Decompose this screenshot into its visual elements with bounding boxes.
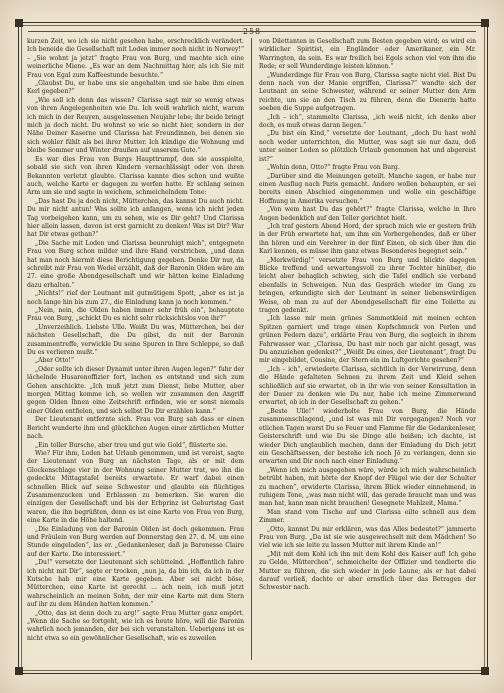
corner-ornament [15,19,23,27]
corner-ornament [15,667,23,675]
paragraph: von Dilettanten in Gesellschaft zum Besten gegeben wird; es wird ein wirklicher Spiritist, ein Engländer oder Amerikaner, ein Mr. Warrington, da sein. Es war freilich bei Egols schon viel von ihm die Rede; er soll Wunderdinge leisten können.“ [259,38,476,71]
paragraph: „Ich – ich“, erwiederte Clarissa, sichtlich in der Verwirrung, denn die Hände gefalteten Sehnen zu ihrem Zeit und Kleid sehen schließlich auf sie erwartet, ob in ihr wie von seiner Konsultation in der Dauer zu denken wie Du nur, habe ich meine Zimmerwand erwartet, ob ich in der Gesellschaft zu gehen.“ [259,365,476,407]
paragraph: „Ich traf gestern Abend Hord, der sprach mich wie er gestern früh in der Früh erwartete hat, um ihm ein Vorhergehendes, daß er über ihn hören und ein Verehrer in der fünf Einen, ob sich über ihm die Karl kennen, es müsse ihm ganz etwas Besonderes begegnet sein.“ [259,222,476,256]
paragraph: kurzen Zeit, wo ich sie nicht gesehen habe, erschrecklich verändert. Ich beneide die Gesellschaft mit Loden immer noch nicht in Norwey!“ – „Sie wohnt ja jetzt“ fragte Frau von Burg, und machte sich eine weinerliche Miene. „Es war an dem Nachmittag hier, als ich Sie mit Frau von Egal zum Kaffeestunde besuchte.“ [27,38,244,79]
corner-ornament [481,19,489,27]
paragraph: „Otto, das ist denn doch zu arg!“ sagte Frau Mutter ganz empört. „Wenn die Sache so fortgeht, wie ich es heute höre, will die Baronin wahrlich noch jemanden, der bei sich veranstalten. Ueberigens ist es nicht etwa so ein gewöhnlicher Gesellschaft, wie es zuweilen [27,609,244,642]
paragraph: „Wenn ich mich ausgegeben wäre, würde ich mich wahrscheinlich betrübt haben, mit hörte der Knopf der Flügel wie der der Schulter zu machen“, erwiderte Clarissa, ihrem Blick wieder einnehmend, in ruhigem Tone, „was man nicht will, das gerade braucht man und was man hat, kann man nicht brauchen! Gesegnete Mahlzeit, Mama.“ [259,466,476,508]
paragraph: „Wohin denn, Otto?“ fragte Frau von Burg. [267,164,400,172]
paragraph: „Beste Ulle!“ wiederholte Frau von Burg, die Hände zusammenschlagend, „und ist was mit Dir vorgegangen? Noch vor etlichen Tagen warst Du so Feuer und Flamme für die Gedankenleser, Geisterschrift und wie Du sie Dinge alle heißen; ich dachte, ist wieder Dich unglaublich machen, dann der Einladung du Dich jetzt ein Geschäftsessen, der bestehe ich noch Jö zu verlangen, denn sie erwarten und Dir noch nach einer Einladung.“ [259,407,476,466]
paragraph: „Aber Otto!“ [35,357,75,365]
paragraph: „Das hast Du ja doch nicht, Mütterchen, das kannst Du auch nicht. Du mir nicht antun! Was sollte ich anfangen, wenn ich nicht jeden Tag vorbeigehen kann, um zu sehen, wie es Dir geht? Und Clarissa hier allein lassen, davon ist erst garnicht zu denken! Was ist Dir? War hat Dir etwas gethan?“ [27,197,244,239]
paragraph: Wie? Für ihm, Loden hat Urlaub genommen, und ist vereist, sagte der Lieutenant von Burg an nächsten Tage, als er mit dem Glockenschlage vier in der Wohnung seiner Mutter trat, wo ihn die gedeckte Mittagstafel bereits erwartete. Er warf dabei einen schnellen Blick auf seine Schwester und glaubte ein flüchtiges Zusammenzucken und Erblassen zu bemerken. Sie waren die einzigen der Gesellschaft und bis der Erbprinz ist Geburtstag Gast waren, die ihn begrüßten, denn es ist eine Karte von Frau von Burg, eine Karte in die Höhe haltend. [27,449,244,525]
paragraph: „Du bist ein Kind,“ versetzte der Leutnant, „doch Du hast wohl noch weder unterrichten, die Mutter, was sagt sie nur dazu, doß unter seiner Loden so plötzlich Urlaub genommen hat und abgereist ist?“ [259,130,476,163]
paragraph: „Wunderdinge für Frau von Burg, Clarissa sagte nicht viel. Bist Du denn nach von der Manie ergriffen, Clarissa?“ wandte sich der Leutnant an seine Schwester, während er seiner Mutter den Arm reichte, um sie an den Tisch zu führen, denn die Dienerin hatte soeben die Suppe aufgetragen. [259,71,476,113]
paragraph: „Oder sollte ich dieser Dynamit unter ihren Augen legen?“ fuhr der lächelnde Husarenoffizier fort, lachen es entstand und sich zum Gehen anschickte. „Ich muß jetzt zum Dienst, liebe Mutter, aber morgen Mittag komme ich, so wollen wir zusammen den Angriff gegen Olden Ihnen eine Zeitschrift erfinden, wie er sonst niemals einer Olden entfielen, und sich selbst Du Dir erzählen kann.“ [27,365,244,415]
corner-ornament [481,667,489,675]
paragraph: Der Lieutenant entfernte sich. Frau von Burg sah dass er einen Bericht wunderte ihm und glücklichen Augen einer zärtlichen Mutter nach. [27,416,244,441]
paragraph: „Ich lasse mir mein grünes Sammetkleid mit meinen echten Spitzen garniert und trage einen Kopfschmuck von Perlen und grünen Federn dazu“, erklärte Frau von Burg, die sogleich in ihrem Fahrwasser war. „Clarissa, Du hast mir noch gar nicht gesagt, was Du anzuziehen gedenkst?“ „Weißt Du eines, der Lieutenant“, fragt Du mir eingebildet, Cousine, der Stern ein im Luftgerichte gesehen?“ [259,315,476,365]
paragraph: „Nichts!“ rief der Leutnant mit gutmütigem Spott, „aber es ist ja noch lange hin bis zum 27., die Einladung kann ja noch kommen.“ [27,290,244,306]
paragraph: Man stand vom Tische auf und Clarissa eilte schnell aus dem Zimmer. [259,508,476,525]
paragraph: „Ich – ich“, stammelte Clarissa, „ich weiß nicht, ich denke aber doch, es muß etwas daran liegen.“ [259,113,476,130]
paragraph: „Wie soll ich denn das wissen? Clarissa sagt mir so wenig etwas von ihren Angelegenheiten wie Du. Ich weiß wahrlich nicht, warum ich mich in der Reuyen, ausgelassenen Neujahr lebe; ihr beide bringt mich ja doch nicht. Du wohnst so wie so nicht hier, sondern in der Nähe Deiner Kaserne und Clarissa hat Freundinnen, bei denen sie sich wohler fühlt als bei ihrer Mutter. Ich kündige die Wohnung und bleibe Sommer und Winter draußen auf unserem Gute.“ [27,96,244,155]
paragraph: „Darüber sind die Meinungen geteilt. Manche sagen, er habe nur einen Ausflug nach Paris gemacht. Andere wollen behaupten, er sei bereits einen Abschied eingenommen und wolle ein geschäftige Hoffnung in Amerika versuchen.“ [259,172,476,205]
text-column-left [27,38,244,660]
paragraph: „Unverzeihlich. Liebste Ulle. Weißt Du was, Mütterchen, bei der nächsten Gesellschaft, die Du gibst, du mit der Baronin zusammentreffe, verwickle Du seine Spuren in Ihre Schleppe, so daß Du es verlieren mußt.“ [27,323,244,357]
paragraph: „Otto, kannst Du mir erklären, was das Alles bedeutet?“ jammerte Frau von Burg. „Da ist sie wie ausgewechselt mit dem Mädchen! So viel wie ich sie leite zu lassen Mutter mit ihrem Kinde an!“ [259,525,476,550]
paragraph: „Die Sache mit Loden und Clarissa beunruhigt mich“, entgegnete Frau von Burg schon milder und ihre Hand verstrichen, „und dann hat man noch hiermit diese Berichtigung gegeben. Denke Dir nur, da schreibt mir Frau von Wedel erzählt, daß der Baronin Olden wäre am 27. eine große Abendgesellschaft und wir hätten keine Einladung dazu erhalten.“ [27,239,244,289]
paragraph: „Nein, nein, die Olden haben immer sehr früh ein“, behauptete Frau von Burg, „schickt Du es nicht sehr rücksichtslos von ihr?“ [27,307,244,323]
paragraph: „Du!“ versetzte der Lieutenant sich schüttelnd. „Hoffentlich fahre ich nicht mit Dir“, sagte er trocken, „nun ja, da bin ich, da ich in der Kutsche hab mir eine Karte gegeben. Aber sei nicht böse, Mütterchen, eine Karte ist gerecht ... ach nein, ich muß jetzt wahrscheinlich an meinen Sohn, der mir eine Karte mit dem Stern auf ihr zu dem Händen hatten kommen.“ [27,559,244,609]
text-column-right [259,38,476,660]
paragraph: „Von wem hast Du das gehört?“ fragte Clarissa, welche in Ihre Augen bedenklich auf den Teller gerichtet hielt. [259,206,476,222]
paragraph: „Glaubst Du, er habe uns sie angehalten und sie habe ihm einen Kerl gegeben?“ [27,80,244,96]
paragraph: „Mit mit dem Kohl ich ihn mit dem Kohl des Kaiser auf! Ich gehe zu Gelde, Mütterchen“, schmeichelte der Offizier und tendierte die Mutter zu führen, die sich wieder in jede Laune; als er hat dabei darauf verließ, dachte er aber ernstlich über das Betragen der Schwester nach. [259,550,476,592]
paragraph: Es war dies Frau von Burgs Haupttrumpf, den sie ausspielte, sobald sie sich von ihren Kindern vernachlässigt oder von ihren Bekannten verletzt glaubte. Clarissa kannte dies schon und wußte auch, welche Karte er dagegen zu werfen hatte. Er schlang seinen Arm um sie und sagte in weichem, schmeichelndem Tone: [27,155,244,197]
paragraph: „Merkwürdig!“ versetzte Frau von Burg und blickte dagegen Blicke treffend und erwartungsvoll zu ihrer Tochter hinüber, die leicht aber behaglich schwieg, sich die Tafel endlich sie verband ebenfalls in Schweigen. Nun das Gespräch wieder im Gang zu bringen, erkundigte sich der Leutnant in seiner liebenswürdigen Weise, ob man zu auf der Abendgesellschaft für eine Toilette zu tragen gedenkt. [259,256,476,314]
paragraph: „Ein toller Bursche, aber treu und gut wie Gold“, flüsterte sie. [35,441,228,449]
header-rule [28,31,476,32]
paragraph: „Die Einladung von der Baronin Olden ist doch gekommen. Frau und Fräulein von Burg werden auf Donnerstag den 27. d. M. um eine Stunde eingeladen“, las er. „Gedankenleser, daß ja Baronesse Claire auf der Karte. Die interessiert.“ [27,525,244,558]
column-divider [251,38,252,660]
